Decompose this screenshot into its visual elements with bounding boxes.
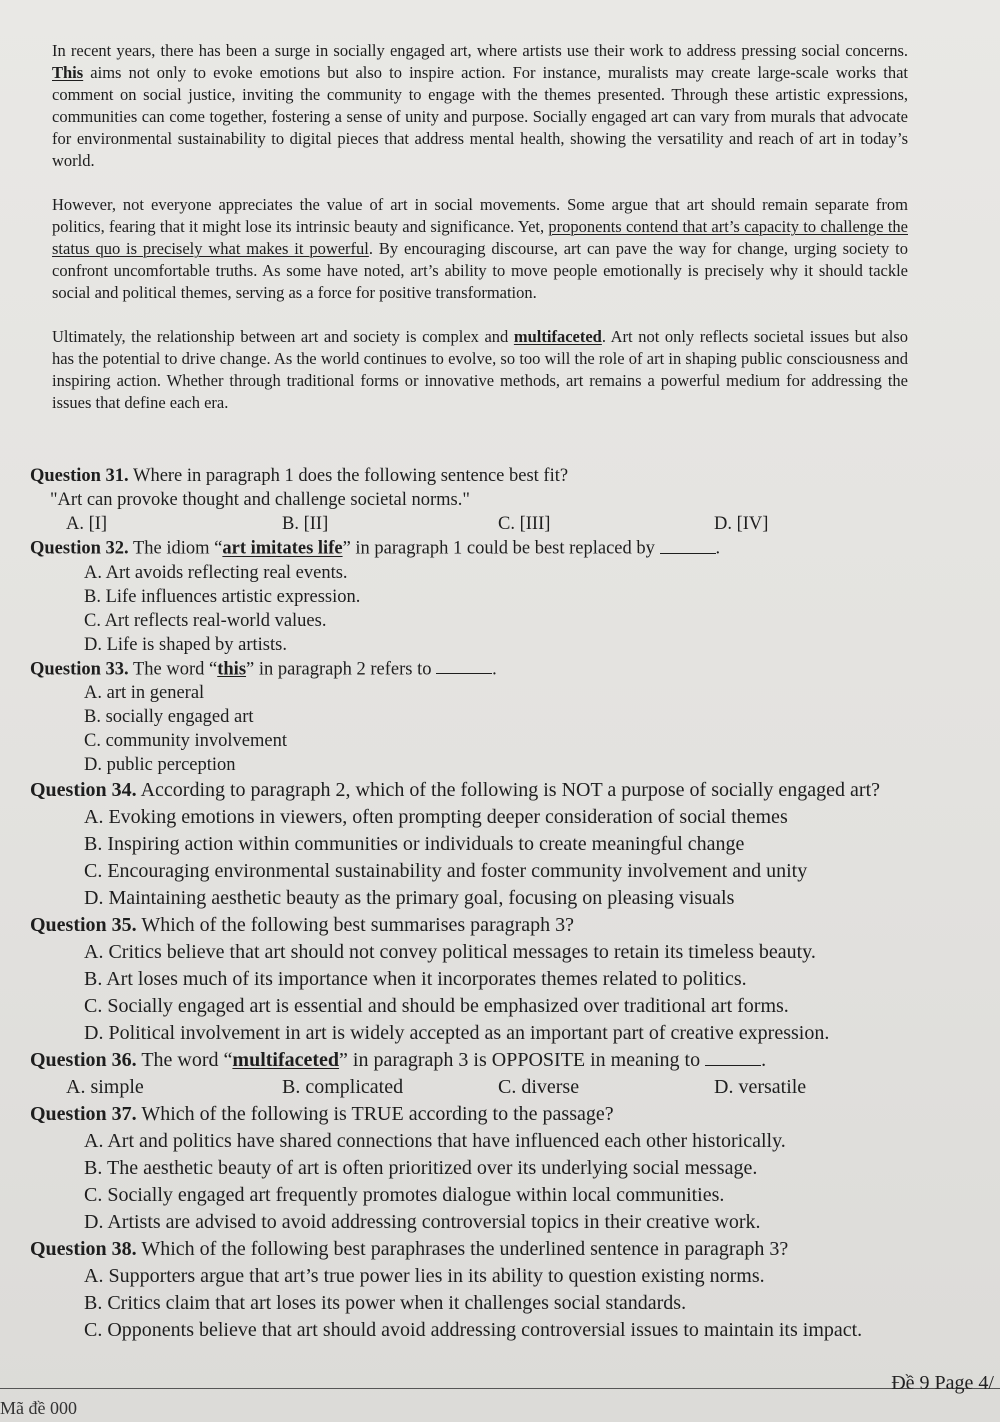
question-37 [30,1101,930,1236]
questions-section [30,464,930,1344]
paragraph-3 [52,326,908,414]
q34-option-a[interactable]: A. Evoking emotions in viewers, often prompting deeper consideration of social themes [84,806,788,829]
q35-number: Question 35. [30,914,137,937]
q37-option-a[interactable]: A. Art and politics have shared connections that have influenced each other historically. [84,1130,786,1153]
q32-keyword: art imitates life [222,538,343,559]
q32-option-b[interactable]: B. Life influences artistic expression. [84,586,361,607]
q32-option-c[interactable]: C. Art reflects real-world values. [84,610,327,631]
p3-keyword: multifaceted [513,327,602,346]
q37-option-b[interactable]: B. The aesthetic beauty of art is often prioritized over its underlying social message. [84,1157,758,1180]
page-number: Đề 9 Page 4/ [891,1372,994,1394]
q32-option-a[interactable]: A. Art avoids reflecting real events. [84,562,348,583]
exam-code: Mã đề 000 [0,1398,77,1418]
q32-stem-before: The idiom “ [128,538,223,559]
q36-blank [705,1047,761,1066]
q38-option-b[interactable]: B. Critics claim that art loses its power when it challenges social standards. [84,1292,687,1315]
q37-option-d[interactable]: D. Artists are advised to avoid addressing controversial topics in their creative work. [84,1211,761,1234]
q31-number: Question 31. [30,466,129,486]
q37-option-c[interactable]: C. Socially engaged art frequently promotes dialogue within local communities. [84,1184,725,1207]
q35-stem: Which of the following best summarises paragraph 3? [136,914,574,937]
question-31 [30,464,930,536]
q38-stem: Which of the following best paraphrases the underlined sentence in paragraph 3? [136,1238,789,1261]
q35-option-a[interactable]: A. Critics believe that art should not convey political messages to retain its timeless beauty. [84,941,816,964]
q33-option-d[interactable]: D. public perception [84,755,236,776]
q36-option-a[interactable]: A. simple [66,1076,144,1099]
q36-option-c[interactable]: C. diverse [498,1076,580,1099]
q32-stem-after: ” in paragraph 1 could be best replaced by [342,538,660,559]
q33-keyword: this [217,659,247,680]
q36-number: Question 36. [30,1049,137,1072]
q34-option-b[interactable]: B. Inspiring action within communities or individuals to create meaningful change [84,833,745,856]
q38-option-c[interactable]: C. Opponents believe that art should avoid addressing controversial issues to maintain its impact. [84,1319,863,1342]
p2-underlined-sentence: proponents contend that art’s capacity to challenge the status quo is precisely what makes it powerful [52,217,908,258]
p1-this-word: This [52,63,84,82]
q35-option-d[interactable]: D. Political involvement in art is widely accepted as an important part of creative expression. [84,1022,830,1045]
q33-option-a[interactable]: A. art in general [84,683,205,704]
q37-number: Question 37. [30,1103,137,1126]
q34-option-d[interactable]: D. Maintaining aesthetic beauty as the primary goal, focusing on pleasing visuals [84,887,735,910]
q33-stem-after: ” in paragraph 2 refers to [246,659,437,680]
q32-option-d[interactable]: D. Life is shaped by artists. [84,634,287,655]
p2-text-after: . By encouraging discourse, art can pave the way for change, urging society to confront uncomfortable truths. As some have noted, art’s ability to move people emotionally is precisely why it should tackle social and political themes, serving as a force for positive transformation. [52,239,908,302]
q33-number: Question 33. [30,659,129,680]
q36-option-d[interactable]: D. versatile [714,1076,807,1099]
q31-option-d[interactable]: D. [IV] [714,514,769,534]
q35-option-b[interactable]: B. Art loses much of its importance when it incorporates themes related to politics. [84,968,747,991]
q36-stem-after: ” in paragraph 3 is OPPOSITE in meaning to [339,1049,706,1072]
question-36: Question 36. The word “multifaceted” in paragraph 3 is OPPOSITE in meaning to . A. simple B. complicated C. diverse D. versatile [30,1047,930,1101]
q32-blank [660,536,716,554]
question-32: Question 32. The idiom “art imitates life” in paragraph 1 could be best replaced by . A. Art avoids reflecting real events. B. Life influences artistic expression. C. Art reflects real-world values. D. Life is shaped by artists. [30,536,930,657]
q31-quote: "Art can provoke thought and challenge societal norms." [50,490,470,510]
reading-passage [52,40,908,436]
q33-blank [436,657,492,675]
paragraph-2 [52,194,908,304]
q31-option-a[interactable]: A. [I] [66,514,108,534]
q36-stem-before: The word “ [136,1049,233,1072]
q34-number: Question 34. [30,779,137,802]
q36-option-b[interactable]: B. complicated [282,1076,404,1099]
q33-stem-before: The word “ [128,659,218,680]
p3-text-before: Ultimately, the relationship between art and society is complex and [52,327,514,346]
question-35 [30,912,930,1047]
q31-option-c[interactable]: C. [III] [498,514,551,534]
p3-text-after: . Art not only reflects societal issues but also has the potential to drive change. As the world continues to evolve, so too will the role of art in shaping public consciousness and inspiring action. Whether through traditional forms or innovative methods, art remains a powerful medium for addressing the issues that define each era. [52,327,909,412]
q33-option-c[interactable]: C. community involvement [84,731,287,752]
q33-option-b[interactable]: B. socially engaged art [84,707,254,728]
question-33: Question 33. The word “this” in paragraph 2 refers to . A. art in general B. socially engaged art C. community involvement D. public perception [30,657,930,778]
q34-option-c[interactable]: C. Encouraging environmental sustainability and foster community involvement and unity [84,860,808,883]
footer-divider [0,1388,1000,1389]
paragraph-1 [52,40,908,172]
q37-stem: Which of the following is TRUE according to the passage? [136,1103,614,1126]
q34-stem: According to paragraph 2, which of the following is NOT a purpose of socially engaged art? [136,779,880,802]
q31-stem: Where in paragraph 1 does the following sentence best fit? [128,466,569,486]
q31-option-b[interactable]: B. [II] [282,514,329,534]
q36-keyword: multifaceted [232,1049,340,1072]
q38-number: Question 38. [30,1238,137,1261]
p1-text-before: In recent years, there has been a surge in socially engaged art, where artists use their work to address pressing social concerns. [52,41,908,60]
question-34 [30,777,930,912]
q38-option-a[interactable]: A. Supporters argue that art’s true power lies in its ability to question existing norms. [84,1265,765,1288]
p2-text-before: However, not everyone appreciates the value of art in social movements. Some argue that art should remain separate from politics, fearing that it might lose its intrinsic beauty and significance. Yet, [52,195,908,236]
q35-option-c[interactable]: C. Socially engaged art is essential and should be emphasized over traditional art forms. [84,995,789,1018]
p1-text-after: aims not only to evoke emotions but also to inspire action. For instance, muralists may create large-scale works that comment on social justice, inviting the community to engage with the themes presented. Through these artistic expressions, communities can come together, fostering a sense of unity and purpose. Socially engaged art can vary from murals that advocate for environmental sustainability to digital pieces that address mental health, showing the versatility and reach of art in today’s world. [52,63,908,170]
q32-number: Question 32. [30,538,129,559]
question-38 [30,1236,930,1344]
